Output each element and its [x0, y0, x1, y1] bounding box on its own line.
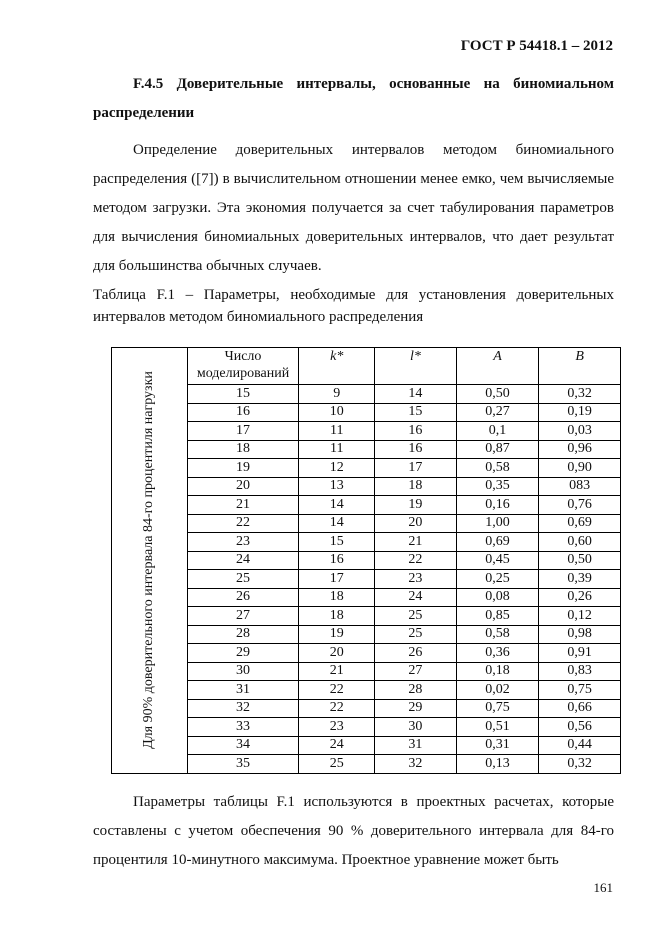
table-cell: 0,25	[456, 570, 539, 589]
table-row	[112, 681, 621, 700]
table-cell: 0,87	[456, 440, 539, 459]
table-row	[112, 551, 621, 570]
table-cell: 0,45	[456, 551, 539, 570]
table-cell: 0,36	[456, 644, 539, 663]
paragraph-conclusion: Параметры таблицы F.1 используются в проектных расчетах, которые составлены с учетом обеспечения 90 % доверительного интервала для 84-го процентиля 10-минутного максимума. Проектное уравнение может быть	[93, 794, 614, 868]
table-cell: 23	[375, 570, 457, 589]
table-row	[112, 736, 621, 755]
table-row	[112, 440, 621, 459]
table-cell: 10	[299, 403, 375, 422]
table-cell: 23	[299, 718, 375, 737]
table-cell: 16	[187, 403, 299, 422]
table-cell: 0,90	[539, 459, 621, 478]
table-cell: 22	[187, 514, 299, 533]
table-cell: 0,69	[456, 533, 539, 552]
table-cell: 31	[375, 736, 457, 755]
table-cell: 0,75	[456, 699, 539, 718]
header-simulations: Число моделирований	[187, 348, 299, 385]
table-cell: 0,51	[456, 718, 539, 737]
table-cell: 0,1	[456, 422, 539, 441]
table-cell: 21	[299, 662, 375, 681]
table-cell: 0,83	[539, 662, 621, 681]
table-cell: 11	[299, 422, 375, 441]
table-cell: 16	[375, 422, 457, 441]
table-cell: 16	[299, 551, 375, 570]
table-cell: 24	[375, 588, 457, 607]
table-row	[112, 496, 621, 515]
table-body	[112, 348, 621, 774]
table-row	[112, 588, 621, 607]
table-cell: 21	[187, 496, 299, 515]
table-row	[112, 403, 621, 422]
table-cell: 0,60	[539, 533, 621, 552]
table-cell: 14	[375, 385, 457, 404]
table-cell: 0,39	[539, 570, 621, 589]
table-row	[112, 459, 621, 478]
table-cell: 34	[187, 736, 299, 755]
table-cell: 083	[539, 477, 621, 496]
table-cell: 27	[375, 662, 457, 681]
table-row	[112, 533, 621, 552]
table-cell: 20	[299, 644, 375, 663]
table-cell: 0,56	[539, 718, 621, 737]
table-cell: 17	[299, 570, 375, 589]
table-cell: 0,16	[456, 496, 539, 515]
page-number: 161	[593, 880, 613, 895]
table-row	[112, 699, 621, 718]
table-cell: 18	[299, 607, 375, 626]
table-cell: 0,08	[456, 588, 539, 607]
table-cell: 15	[187, 385, 299, 404]
table-cell: 15	[299, 533, 375, 552]
table-cell: 29	[375, 699, 457, 718]
table-cell: 0,75	[539, 681, 621, 700]
table-cell: 30	[375, 718, 457, 737]
table-cell: 1,00	[456, 514, 539, 533]
table-cell: 25	[187, 570, 299, 589]
table-cell: 14	[299, 514, 375, 533]
table-cell: 22	[375, 551, 457, 570]
table-cell: 0,44	[539, 736, 621, 755]
table-cell: 19	[187, 459, 299, 478]
table-cell: 20	[375, 514, 457, 533]
table-cell: 9	[299, 385, 375, 404]
table-cell: 0,50	[456, 385, 539, 404]
table-cell: 0,85	[456, 607, 539, 626]
table-row	[112, 477, 621, 496]
table-cell: 0,27	[456, 403, 539, 422]
table-cell: 30	[187, 662, 299, 681]
table-row	[112, 422, 621, 441]
table-cell: 17	[375, 459, 457, 478]
table-cell: 25	[299, 755, 375, 774]
table-cell: 24	[187, 551, 299, 570]
table-cell: 32	[187, 699, 299, 718]
header-k: k*	[299, 348, 375, 385]
table-cell: 0,12	[539, 607, 621, 626]
table-cell: 33	[187, 718, 299, 737]
table-row	[112, 385, 621, 404]
table-row	[112, 644, 621, 663]
table-cell: 0,03	[539, 422, 621, 441]
table-cell: 27	[187, 607, 299, 626]
table-cell: 32	[375, 755, 457, 774]
table-cell: 0,18	[456, 662, 539, 681]
table-cell: 19	[375, 496, 457, 515]
paragraph-intro: Определение доверительных интервалов методом биномиального распределения ([7]) в вычислительном отношении менее емко, чем вычисляемые методом загрузки. Эта экономия получается за счет табулирования параметров для вычисления биномиальных доверительных интервалов, что дает результат для большинства обычных случаев.	[93, 142, 614, 274]
table-cell: 14	[299, 496, 375, 515]
table-cell: 0,69	[539, 514, 621, 533]
table-cell: 0,19	[539, 403, 621, 422]
side-label: Для 90% доверительного интервала 84-го процентиля нагрузки	[141, 371, 156, 750]
table-cell: 18	[187, 440, 299, 459]
table-row	[112, 718, 621, 737]
table-cell: 0,02	[456, 681, 539, 700]
table-row	[112, 570, 621, 589]
table-row	[112, 607, 621, 626]
table-cell: 16	[375, 440, 457, 459]
table-cell: 29	[187, 644, 299, 663]
table-header-row	[112, 348, 621, 385]
side-label-cell	[112, 348, 188, 774]
table-cell: 0,13	[456, 755, 539, 774]
section-title: F.4.5 Доверительные интервалы, основанные на биномиальном распределении	[93, 76, 614, 121]
table-cell: 22	[299, 699, 375, 718]
table-cell: 0,50	[539, 551, 621, 570]
table-row	[112, 755, 621, 774]
table-row	[112, 625, 621, 644]
table-cell: 31	[187, 681, 299, 700]
table-cell: 0,32	[539, 755, 621, 774]
table-cell: 0,98	[539, 625, 621, 644]
table-cell: 13	[299, 477, 375, 496]
table-row	[112, 662, 621, 681]
document-header: ГОСТ Р 54418.1 – 2012	[460, 38, 613, 54]
table-cell: 0,76	[539, 496, 621, 515]
table-cell: 28	[187, 625, 299, 644]
table-cell: 0,31	[456, 736, 539, 755]
table-cell: 22	[299, 681, 375, 700]
table-cell: 23	[187, 533, 299, 552]
table-cell: 18	[375, 477, 457, 496]
table-cell: 35	[187, 755, 299, 774]
table-cell: 17	[187, 422, 299, 441]
table-cell: 12	[299, 459, 375, 478]
table-cell: 0,96	[539, 440, 621, 459]
table-row	[112, 514, 621, 533]
table-cell: 0,58	[456, 625, 539, 644]
table-cell: 0,32	[539, 385, 621, 404]
table-cell: 0,35	[456, 477, 539, 496]
table-cell: 21	[375, 533, 457, 552]
table-cell: 0,58	[456, 459, 539, 478]
table-cell: 25	[375, 607, 457, 626]
table-cell: 15	[375, 403, 457, 422]
table-cell: 19	[299, 625, 375, 644]
table-cell: 0,26	[539, 588, 621, 607]
header-l: l*	[375, 348, 457, 385]
parameters-table	[111, 347, 621, 774]
table-cell: 25	[375, 625, 457, 644]
table-cell: 20	[187, 477, 299, 496]
table-cell: 18	[299, 588, 375, 607]
table-cell: 0,91	[539, 644, 621, 663]
table-cell: 11	[299, 440, 375, 459]
table-cell: 26	[187, 588, 299, 607]
table-cell: 24	[299, 736, 375, 755]
table-caption: Таблица F.1 – Параметры, необходимые для установления доверительных интервалов методом биномиального распределения	[93, 287, 614, 325]
table-cell: 0,66	[539, 699, 621, 718]
table-cell: 26	[375, 644, 457, 663]
header-a: A	[456, 348, 539, 385]
table-cell: 28	[375, 681, 457, 700]
header-b: B	[539, 348, 621, 385]
